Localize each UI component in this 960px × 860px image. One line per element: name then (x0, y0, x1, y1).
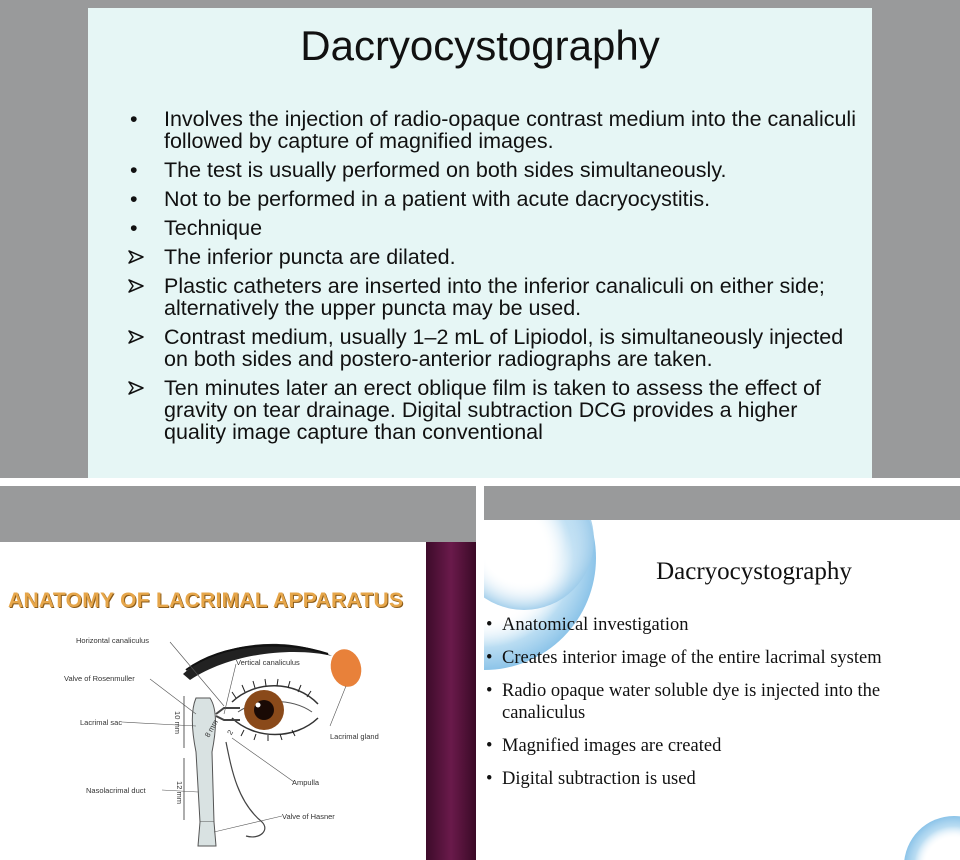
bullet-icon: • (486, 615, 493, 635)
label-dimension-12mm: 12 mm (174, 781, 184, 804)
list-item: • Technique (130, 216, 263, 240)
label-valve-rosenmuller: Valve of Rosenmuller (64, 674, 135, 683)
list-item: The inferior puncta are dilated. (124, 246, 864, 268)
arrow-bullet-icon (128, 275, 150, 297)
list-item: • Anatomical investigation (486, 615, 689, 635)
top-slide-title: Dacryocystography (300, 22, 660, 69)
label-nasolacrimal-duct: Nasolacrimal duct (86, 786, 146, 795)
summary-slide-frame (484, 486, 960, 520)
bullet-icon: • (130, 216, 138, 240)
divider (0, 478, 960, 486)
divider (476, 486, 484, 860)
list-item: • Not to be performed in a patient with acute dacryocystitis. (130, 187, 711, 211)
bullet-icon: • (130, 158, 138, 182)
arrow-bullet-icon (128, 326, 150, 348)
bullet-icon: • (486, 769, 493, 789)
list-item: • Magnified images are created (486, 736, 722, 756)
top-slide (88, 8, 872, 478)
summary-slide-title: Dacryocystography (656, 558, 852, 585)
summary-slide-list (486, 614, 956, 801)
bullet-icon: • (486, 648, 493, 668)
top-slide-list (124, 108, 864, 450)
list-item: • Radio opaque water soluble dye is injected into the canaliculus (486, 681, 881, 723)
decorative-stripe (426, 542, 476, 860)
label-ampulla: Ampulla (292, 778, 320, 787)
lacrimal-diagram-drawing (0, 622, 426, 860)
bullet-icon: • (130, 107, 138, 131)
lacrimal-diagram (0, 622, 426, 860)
list-item: Contrast medium, usually 1–2 mL of Lipiodol, is simultaneously injected on both sides and postero-anterior radiographs are taken. (124, 326, 864, 370)
list-item: • Creates interior image of the entire lacrimal system (486, 648, 882, 668)
label-dimension-8mm: 8 mm (202, 718, 220, 739)
label-horizontal-canaliculus: Horizontal canaliculus (76, 636, 149, 645)
bullet-icon: • (486, 736, 493, 756)
list-item: Plastic catheters are inserted into the inferior canaliculi on either side; alternatively the upper puncta may be used. (124, 275, 864, 319)
label-dimension-2mm: 2 (225, 728, 236, 737)
list-item: • Digital subtraction is used (486, 769, 696, 789)
anatomy-slide-frame (0, 486, 476, 542)
label-dimension-10mm: 10 mm (172, 711, 182, 734)
anatomy-slide-title: ANATOMY OF LACRIMAL APPARATUS (8, 589, 404, 612)
list-item: • Involves the injection of radio-opaque contrast medium into the canaliculi followed by capture of magnified images. (130, 107, 856, 153)
arrow-bullet-icon (128, 377, 150, 399)
summary-slide (484, 520, 960, 860)
list-item: • The test is usually performed on both sides simultaneously. (130, 158, 727, 182)
label-lacrimal-sac: Lacrimal sac (80, 718, 123, 727)
label-vertical-canaliculus: Vertical canaliculus (236, 658, 300, 667)
anatomy-slide (0, 542, 476, 860)
list-item: Ten minutes later an erect oblique film is taken to assess the effect of gravity on tear drainage. Digital subtraction DCG provides a higher quality image capture than conventional (124, 377, 864, 443)
bullet-icon: • (486, 681, 493, 701)
label-valve-hasner: Valve of Hasner (282, 812, 335, 821)
arrow-bullet-icon (128, 246, 150, 268)
label-lacrimal-gland: Lacrimal gland (330, 732, 379, 741)
bullet-icon: • (130, 187, 138, 211)
